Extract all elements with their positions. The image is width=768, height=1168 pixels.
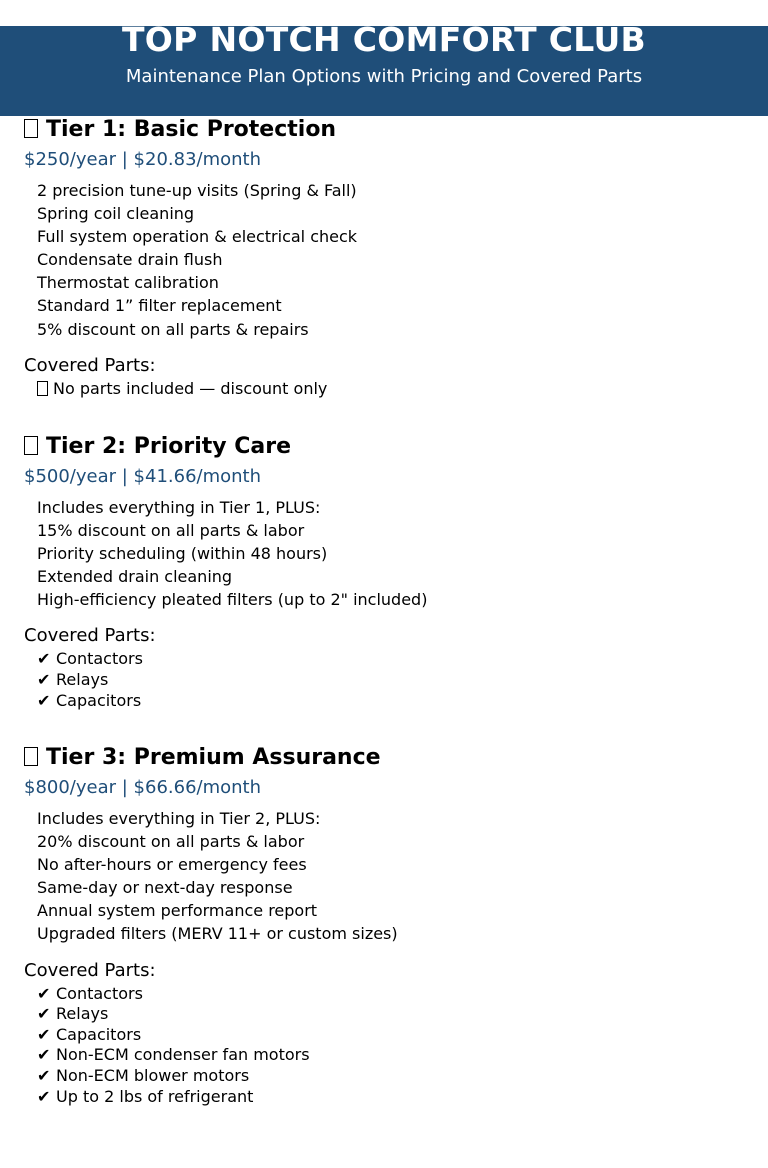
feature-item: 5% discount on all parts & repairs xyxy=(37,319,309,339)
page-title: TOP NOTCH COMFORT CLUB xyxy=(122,26,646,59)
tier-2-features xyxy=(24,496,744,611)
covered-part-label: Capacitors xyxy=(56,690,142,710)
feature-item: Spring coil cleaning xyxy=(37,204,195,224)
check-mark-icon: ✔ xyxy=(37,670,51,690)
feature-item: Same-day or next-day response xyxy=(37,878,293,898)
feature-item: Full system operation & electrical check xyxy=(37,227,358,247)
covered-part-item xyxy=(37,649,744,670)
covered-part-item xyxy=(37,670,744,691)
tier-2-covered-heading: Covered Parts: xyxy=(24,625,156,647)
missing-glyph-icon xyxy=(24,436,38,455)
covered-part-item xyxy=(37,1004,744,1025)
feature-item: Annual system performance report xyxy=(37,901,318,921)
covered-part-label: Non-ECM blower motors xyxy=(56,1065,250,1085)
covered-part-label: Non-ECM condenser fan motors xyxy=(56,1045,310,1065)
covered-part-item xyxy=(37,984,744,1005)
feature-item: Thermostat calibration xyxy=(37,273,219,293)
check-mark-icon: ✔ xyxy=(37,649,51,669)
missing-glyph-icon xyxy=(37,381,48,396)
check-mark-icon: ✔ xyxy=(37,690,51,710)
covered-part-item xyxy=(37,1045,744,1066)
covered-part-item xyxy=(37,379,744,400)
covered-part-label: Relays xyxy=(56,1004,109,1024)
feature-item: 15% discount on all parts & labor xyxy=(37,521,305,541)
feature-item: 2 precision tune-up visits (Spring & Fall) xyxy=(37,181,357,200)
tier-1-features xyxy=(24,179,744,341)
tier-3-section xyxy=(24,744,744,1107)
tier-2-heading-text: Tier 2: Priority Care xyxy=(46,434,292,459)
feature-item: No after-hours or emergency fees xyxy=(37,855,307,875)
check-mark-icon: ✔ xyxy=(37,1045,51,1065)
covered-part-item xyxy=(37,691,744,712)
tier-3-covered-heading: Covered Parts: xyxy=(24,959,156,981)
covered-part-label: Relays xyxy=(56,670,109,690)
missing-glyph-icon xyxy=(24,747,38,766)
feature-item: Includes everything in Tier 1, PLUS: xyxy=(37,498,321,517)
feature-item: Upgraded filters (MERV 11+ or custom sizes) xyxy=(37,924,398,944)
covered-part-item xyxy=(37,1087,744,1108)
covered-part-label: No parts included — discount only xyxy=(53,378,328,398)
check-mark-icon: ✔ xyxy=(37,1024,51,1044)
covered-part-label: Capacitors xyxy=(56,1024,142,1044)
tier-2-price: $500/year | $41.66/month xyxy=(24,466,262,487)
covered-part-item xyxy=(37,1025,744,1046)
check-mark-icon: ✔ xyxy=(37,1004,51,1024)
feature-item: High-efficiency pleated filters (up to 2" included) xyxy=(37,590,428,610)
tier-2-covered-parts xyxy=(24,649,744,711)
tier-1-covered-heading: Covered Parts: xyxy=(24,354,156,376)
tier-1-heading-text: Tier 1: Basic Protection xyxy=(46,117,337,142)
feature-item: Includes everything in Tier 2, PLUS: xyxy=(37,809,321,828)
check-mark-icon: ✔ xyxy=(37,1086,51,1106)
feature-item: Priority scheduling (within 48 hours) xyxy=(37,544,328,564)
tier-2-heading xyxy=(24,433,744,461)
missing-glyph-icon xyxy=(24,119,38,138)
tier-3-price: $800/year | $66.66/month xyxy=(24,777,262,798)
tier-3-heading xyxy=(24,744,744,772)
tier-1-section xyxy=(24,116,744,399)
covered-part-label: Up to 2 lbs of refrigerant xyxy=(56,1086,254,1106)
feature-item: Condensate drain flush xyxy=(37,250,223,270)
tier-3-heading-text: Tier 3: Premium Assurance xyxy=(46,745,381,770)
tier-3-covered-parts xyxy=(24,984,744,1108)
tier-1-heading xyxy=(24,116,744,144)
covered-part-label: Contactors xyxy=(56,649,143,669)
tier-3-features xyxy=(24,807,744,946)
tier-1-price: $250/year | $20.83/month xyxy=(24,149,262,170)
feature-item: Standard 1” filter replacement xyxy=(37,296,282,316)
feature-item: Extended drain cleaning xyxy=(37,567,233,587)
covered-part-label: Contactors xyxy=(56,983,143,1003)
check-mark-icon: ✔ xyxy=(37,983,51,1003)
tier-1-covered-parts xyxy=(24,379,744,400)
header-banner xyxy=(0,26,768,116)
tier-2-section xyxy=(24,433,744,711)
check-mark-icon: ✔ xyxy=(37,1065,51,1085)
page-subtitle: Maintenance Plan Options with Pricing and Covered Parts xyxy=(125,66,643,87)
feature-item: 20% discount on all parts & labor xyxy=(37,832,305,852)
covered-part-item xyxy=(37,1066,744,1087)
